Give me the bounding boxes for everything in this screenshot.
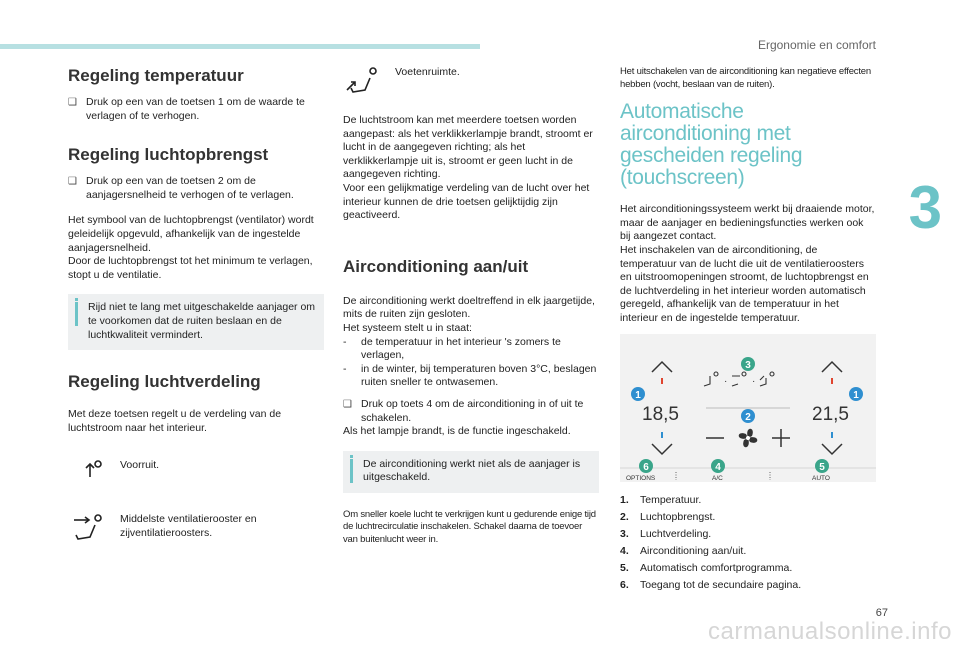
section-title-airflow: Regeling luchtopbrengst [68, 145, 269, 165]
svg-text:·: · [752, 375, 756, 387]
auto-button: AUTO [812, 474, 830, 482]
legend-number: 5. [620, 561, 629, 574]
legend-text: Airconditioning aan/uit. [640, 544, 747, 557]
legend-text: Temperatuur. [640, 493, 702, 506]
step-ac [343, 398, 599, 425]
list-item: - in de winter, bij temperaturen boven 3°C, beslagen ruiten sneller te ontwasemen. [343, 363, 599, 390]
legend-text: Luchtverdeling. [640, 527, 712, 540]
paragraph: De airconditioning werkt doeltreffend in elk jaargetijde, mits de ruiten zijn gesloten. [343, 294, 595, 321]
distribution-vents-row [68, 513, 324, 545]
checkbox-icon: ❑ [68, 97, 77, 108]
legend-list [620, 492, 876, 594]
paragraph: Door de luchtopbrengst tot het minimum te verlagen, stopt u de ventilatie. [68, 255, 313, 281]
legend-number: 3. [620, 527, 629, 540]
info-icon [350, 455, 353, 458]
temp-value-right: 21,5 [812, 403, 849, 425]
paragraph: Het systeem stelt u in staat: [343, 321, 472, 334]
list-item: - de temperatuur in het interieur 's zomers te verlagen, [343, 336, 599, 363]
callout-3: 3 [745, 359, 751, 371]
callout-1-right: 1 [853, 389, 859, 401]
paragraph: Met deze toetsen regelt u de verdeling van de luchtstroom naar het interieur. [68, 408, 282, 434]
info-text: Rijd niet te lang met uitgeschakelde aanjager om te voorkomen dat de ruiten beslaan en de luchtkwaliteit vermindert. [88, 301, 316, 341]
chapter-number: 3 [908, 174, 942, 241]
legend-item [620, 492, 876, 509]
column-right [620, 66, 876, 594]
ac-button: A/C [712, 474, 723, 482]
legend-text: Automatisch comfortprogramma. [640, 561, 793, 574]
list-item-text: in de winter, bij temperaturen boven 3°C, beslagen ruiten sneller te ontwasemen. [361, 362, 597, 389]
section-title-temperature: Regeling temperatuur [68, 66, 244, 85]
svg-text:·: · [724, 375, 728, 387]
legend-number: 6. [620, 578, 629, 591]
legend-number: 2. [620, 510, 629, 523]
column-middle [343, 66, 599, 555]
list-item-text: de temperatuur in het interieur 's zomers te verlagen, [361, 335, 561, 362]
distribution-feet-row [343, 66, 599, 98]
step-text: Druk op een van de toetsen 2 om de aanjagersnelheid te verhogen of te verlagen. [86, 175, 294, 201]
info-box [343, 451, 599, 493]
note-text: Het uitschakelen van de airconditioning kan negatieve effecten hebben (vocht, beslaan van de ruiten). [620, 66, 871, 90]
page-number: 67 [875, 607, 888, 619]
paragraph: Voor een gelijkmatige verdeling van de lucht over het interieur kunnen de drie toetsen gelijktijdig zijn geactiveerd. [343, 181, 590, 222]
step-temperature [68, 96, 324, 123]
header-accent-bar [0, 44, 480, 49]
note-text: Om sneller koele lucht te verkrijgen kunt u gedurende enige tijd de luchtrecirculatie inschakelen. Schakel daarna de toevoer van buitenlucht weer in. [343, 508, 596, 546]
legend-number: 1. [620, 493, 629, 506]
callout-4: 4 [715, 461, 721, 473]
windscreen-airflow-icon [68, 459, 106, 491]
legend-text: Luchtopbrengst. [640, 510, 716, 523]
paragraph: De luchtstroom kan met meerdere toetsen worden aangepast: als het verklikkerlampje brandt, stroomt er lucht in de aangegeven richting; als het verklikkerlampje uit is, stroomt er geen lucht in de aangegeven richting. [343, 114, 593, 181]
temp-value-left: 18,5 [642, 403, 679, 425]
icon-label: Voetenruimte. [395, 66, 460, 78]
distribution-windscreen-row [68, 459, 324, 491]
paragraph: Het symbool van de luchtopbrengst (ventilator) wordt geleidelijk opgevuld, afhankelijk van de ingestelde aanjagersnelheid. [68, 214, 314, 254]
callout-5: 5 [819, 461, 825, 473]
legend-item [620, 543, 876, 560]
section-title-distribution: Regeling luchtverdeling [68, 372, 261, 392]
face-vents-airflow-icon [68, 513, 106, 545]
checkbox-icon: ❑ [68, 176, 77, 188]
step-airflow [68, 175, 324, 202]
paragraph: Als het lampje brandt, is de functie ingeschakeld. [343, 425, 571, 438]
climate-touchscreen-diagram [620, 334, 876, 482]
info-box [68, 294, 324, 350]
icon-label: Voorruit. [120, 459, 160, 472]
paragraph: Het inschakelen van de airconditioning, de temperatuur van de lucht die uit de ventilatieroosters en uitstroomopeningen stroomt, de luchtopbrengst en de luchtverdeling in het interieur worden automatisch geregeld, afhankelijk van de temperatuur in het interieur en de ingestelde temperatuur. [620, 243, 869, 324]
section-title-auto-ac: Automatische airconditioning met gescheiden regeling (touchscreen) [620, 100, 803, 190]
legend-item [620, 577, 876, 594]
legend-item [620, 560, 876, 577]
info-text: De airconditioning werkt niet als de aanjager is uitgeschakeld. [363, 457, 581, 484]
footwell-airflow-icon [343, 66, 381, 98]
legend-number: 4. [620, 544, 629, 557]
checkbox-icon: ❑ [343, 398, 352, 410]
legend-text: Toegang tot de secundaire pagina. [640, 578, 802, 591]
legend-item [620, 509, 876, 526]
callout-1-left: 1 [635, 389, 641, 401]
callout-6: 6 [643, 461, 649, 473]
icon-label: Middelste ventilatierooster en zijventilatieroosters. [120, 513, 257, 539]
column-left [68, 66, 324, 555]
section-title-ac: Airconditioning aan/uit [343, 256, 529, 276]
paragraph: Het airconditioningssysteem werkt bij draaiende motor, maar de aanjager en bedieningsfuncties werken ook bij aangezet contact. [620, 203, 875, 243]
step-text: Druk op een van de toetsen 1 om de waarde te verlagen of te verhogen. [86, 96, 305, 122]
callout-2: 2 [745, 411, 751, 423]
options-button: OPTIONS [626, 474, 656, 482]
step-text: Druk op toets 4 om de airconditioning in of uit te schakelen. [361, 397, 584, 424]
legend-item [620, 526, 876, 543]
watermark: carmanualsonline.info [708, 618, 952, 645]
chapter-title: Ergonomie en comfort [757, 38, 876, 52]
info-icon [75, 298, 78, 301]
